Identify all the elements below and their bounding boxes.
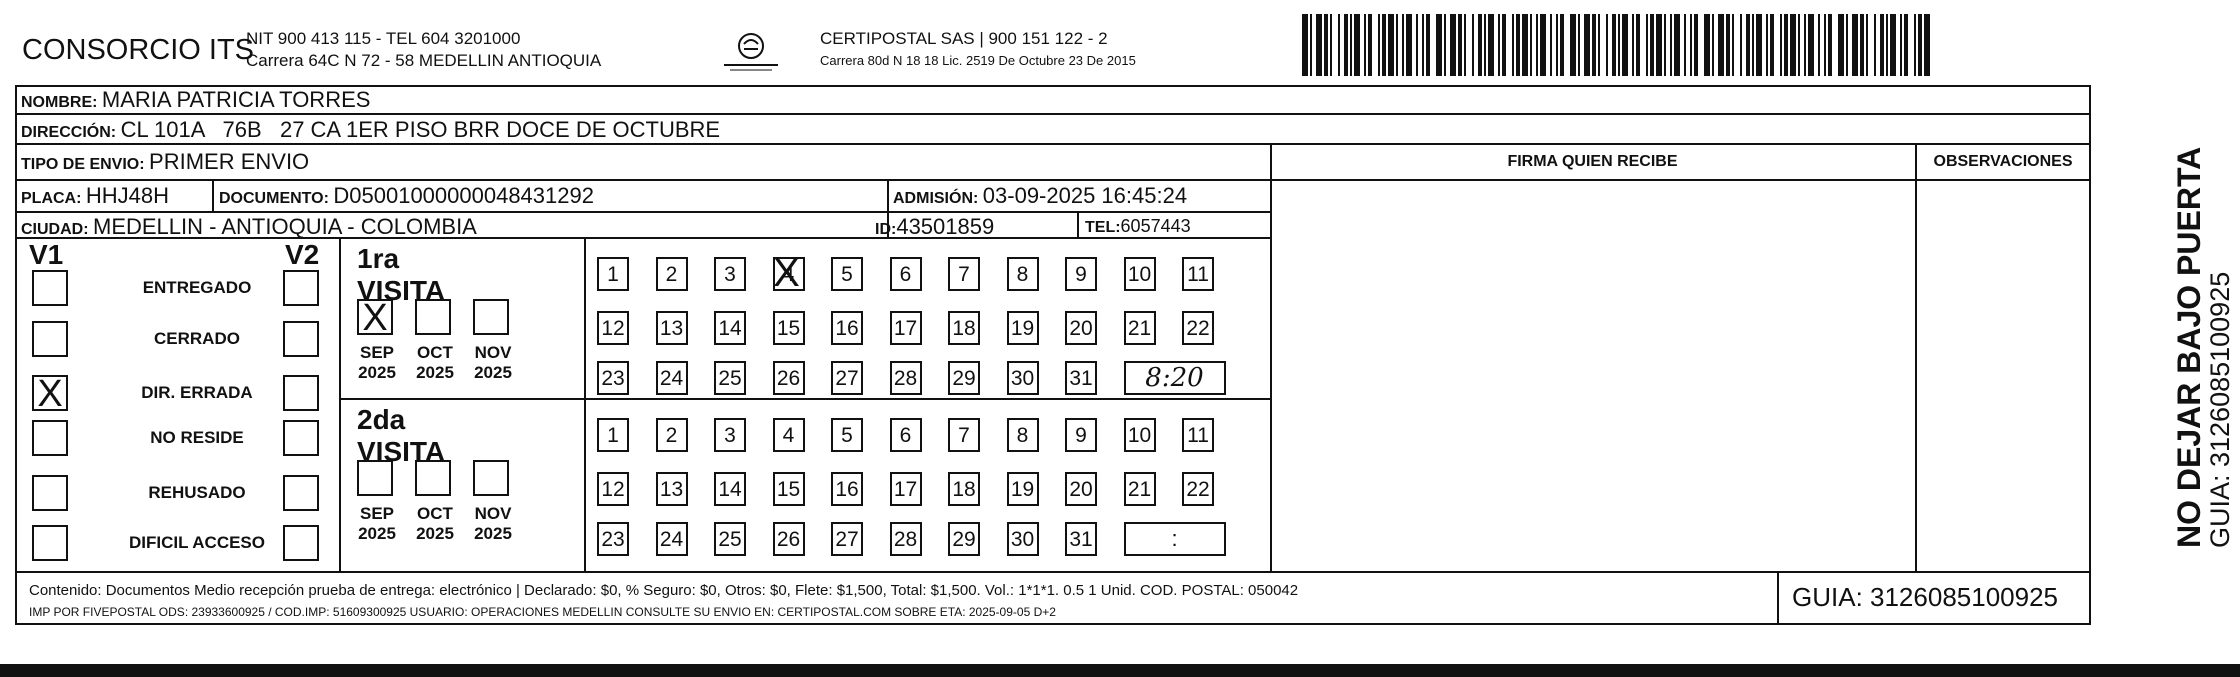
- month-name: [351, 343, 403, 383]
- day-box[interactable]: 10: [1124, 257, 1156, 291]
- day-box[interactable]: 2: [656, 418, 688, 452]
- delivery-form: [15, 85, 2091, 625]
- v2-checkbox[interactable]: [283, 475, 319, 511]
- month-name: [409, 504, 461, 544]
- day-box[interactable]: 6: [890, 257, 922, 291]
- send-type-row: [21, 149, 309, 175]
- month-checkbox[interactable]: [357, 299, 397, 382]
- city-cell: [21, 214, 477, 240]
- day-box[interactable]: 15: [773, 472, 805, 506]
- day-box[interactable]: 13: [656, 472, 688, 506]
- plate-cell: [21, 183, 169, 209]
- status-label: CERRADO: [154, 329, 240, 348]
- year-label: 2025: [416, 363, 454, 382]
- day-box[interactable]: 14: [714, 311, 746, 345]
- day-box[interactable]: 5: [831, 418, 863, 452]
- v1-checkbox[interactable]: [32, 270, 68, 306]
- v1-checkbox[interactable]: [32, 525, 68, 561]
- footer-content: Contenido: Documentos Medio recepción prueba de entrega: electrónico | Declarado: $0, % Seguro: $0, Otros: $0, Flete: $1,500, Total: $1,500. Vol.: 1*1*1. 0.5 1 Unid. COD. POSTAL: 050042: [29, 582, 1299, 599]
- day-box[interactable]: 22: [1182, 472, 1214, 506]
- month-label: SEP: [359, 343, 395, 362]
- company-name: CONSORCIO ITS: [22, 34, 255, 66]
- day-box[interactable]: 17: [890, 472, 922, 506]
- day-box[interactable]: 16: [831, 311, 863, 345]
- day-box[interactable]: 9: [1065, 257, 1097, 291]
- day-box[interactable]: 10: [1124, 418, 1156, 452]
- month-box: [473, 460, 509, 496]
- day-box[interactable]: 28: [890, 522, 922, 556]
- day-box[interactable]: 13: [656, 311, 688, 345]
- v1-checkbox[interactable]: [32, 321, 68, 357]
- company-address: Carrera 64C N 72 - 58 MEDELLIN ANTIOQUIA: [246, 51, 602, 70]
- month-name: [351, 504, 403, 544]
- day-box[interactable]: 28: [890, 361, 922, 395]
- visit-title: 1ra VISITA: [357, 243, 446, 306]
- day-box[interactable]: 18: [948, 311, 980, 345]
- month-checkbox[interactable]: [473, 299, 513, 382]
- signature-header: FIRMA QUIEN RECIBE: [1507, 153, 1678, 170]
- side-guia: GUIA: 3126085100925: [2205, 271, 2235, 548]
- send-type: PRIMER ENVIO: [149, 149, 310, 174]
- day-box[interactable]: 1: [597, 257, 629, 291]
- day-box[interactable]: 22: [1182, 311, 1214, 345]
- v1-checkbox[interactable]: [32, 475, 68, 511]
- day-box[interactable]: 30: [1007, 522, 1039, 556]
- day-box[interactable]: 26: [773, 522, 805, 556]
- day-box[interactable]: 12: [597, 472, 629, 506]
- visit-title: 2da VISITA: [357, 404, 446, 467]
- day-box[interactable]: 7: [948, 418, 980, 452]
- admission-cell: [893, 183, 1187, 209]
- day-box[interactable]: 3: [714, 257, 746, 291]
- status-label: NO RESIDE: [150, 428, 244, 447]
- day-box[interactable]: 1: [597, 418, 629, 452]
- year-label: 2025: [474, 363, 512, 382]
- day-box[interactable]: 21: [1124, 311, 1156, 345]
- day-box[interactable]: 27: [831, 522, 863, 556]
- day-box[interactable]: 29: [948, 361, 980, 395]
- day-box[interactable]: 25: [714, 361, 746, 395]
- month-box: [473, 299, 509, 335]
- name-label: NOMBRE:: [21, 94, 98, 111]
- month-label: NOV: [474, 504, 512, 523]
- city-value: MEDELLIN - ANTIOQUIA - COLOMBIA: [93, 214, 477, 239]
- day-box[interactable]: 11: [1182, 257, 1214, 291]
- day-box[interactable]: 24: [656, 522, 688, 556]
- day-box[interactable]: 25: [714, 522, 746, 556]
- month-label: SEP: [359, 504, 395, 523]
- day-box[interactable]: 23: [597, 361, 629, 395]
- status-label: DIFICIL ACCESO: [128, 533, 265, 552]
- id-value: 43501859: [896, 214, 995, 239]
- id-cell: [875, 214, 994, 240]
- day-box[interactable]: 20: [1065, 311, 1097, 345]
- day-box[interactable]: 26: [773, 361, 805, 395]
- observations-header: OBSERVACIONES: [1933, 153, 2073, 170]
- company-nit-phone: NIT 900 413 115 - TEL 604 3201000: [246, 29, 521, 48]
- day-box[interactable]: 19: [1007, 311, 1039, 345]
- month-name: [467, 343, 519, 383]
- barcode: [1300, 14, 1930, 76]
- plate-value: HHJ48H: [85, 183, 170, 208]
- status-label: ENTREGADO: [142, 278, 252, 297]
- day-box[interactable]: 5: [831, 257, 863, 291]
- recipient-name: MARIA PATRICIA TORRES: [101, 87, 371, 112]
- month-name: [409, 343, 461, 383]
- city-label: CIUDAD:: [21, 221, 89, 238]
- day-box[interactable]: 7: [948, 257, 980, 291]
- company-info: [246, 28, 601, 72]
- month-label: OCT: [417, 504, 453, 523]
- v1-checkbox[interactable]: [32, 375, 68, 411]
- year-label: 2025: [474, 524, 512, 543]
- month-label: NOV: [474, 343, 512, 362]
- month-name: [467, 504, 519, 544]
- day-box[interactable]: 18: [948, 472, 980, 506]
- name-row: [21, 87, 370, 113]
- address-label: DIRECCIÓN:: [21, 124, 117, 141]
- status-label: DIR. ERRADA: [141, 383, 253, 402]
- day-box[interactable]: 23: [597, 522, 629, 556]
- v2-checkbox[interactable]: [283, 375, 319, 411]
- day-box[interactable]: 17: [890, 311, 922, 345]
- side-warning: NO DEJAR BAJO PUERTA: [2171, 146, 2207, 548]
- courier-name-nit: CERTIPOSTAL SAS | 900 151 122 - 2: [820, 29, 1108, 48]
- day-box[interactable]: 21: [1124, 472, 1156, 506]
- tel-cell: [1085, 216, 1191, 237]
- recipient-address: CL 101A 76B 27 CA 1ER PISO BRR DOCE DE OCTUBRE: [120, 117, 721, 142]
- day-box[interactable]: 31: [1065, 522, 1097, 556]
- day-box[interactable]: 16: [831, 472, 863, 506]
- year-label: 2025: [416, 524, 454, 543]
- v2-checkbox[interactable]: [283, 321, 319, 357]
- plate-label: PLACA:: [21, 190, 82, 207]
- status-label: REHUSADO: [148, 483, 246, 502]
- v2-checkbox[interactable]: [283, 525, 319, 561]
- v2-checkbox[interactable]: [283, 270, 319, 306]
- v2-header: V2: [285, 239, 320, 270]
- document-cell: [219, 183, 594, 209]
- send-type-label: TIPO DE ENVIO:: [21, 156, 145, 173]
- month-label: OCT: [417, 343, 453, 362]
- day-box[interactable]: 15: [773, 311, 805, 345]
- month-box: [357, 460, 393, 496]
- day-box[interactable]: 12: [597, 311, 629, 345]
- day-box[interactable]: 30: [1007, 361, 1039, 395]
- day-box[interactable]: 19: [1007, 472, 1039, 506]
- courier-logo: [716, 32, 786, 76]
- admission-label: ADMISIÓN:: [893, 190, 979, 207]
- day-box[interactable]: 29: [948, 522, 980, 556]
- day-box[interactable]: 24: [656, 361, 688, 395]
- address-row: [21, 117, 720, 143]
- day-box[interactable]: 8: [1007, 418, 1039, 452]
- day-box[interactable]: 20: [1065, 472, 1097, 506]
- visit-time[interactable]: 8:20: [1124, 361, 1226, 395]
- v2-checkbox[interactable]: [283, 420, 319, 456]
- v1-checkbox[interactable]: [32, 420, 68, 456]
- courier-address: Carrera 80d N 18 18 Lic. 2519 De Octubre 23 De 2015: [820, 53, 1136, 68]
- day-box[interactable]: 2: [656, 257, 688, 291]
- admission-value: 03-09-2025 16:45:24: [982, 183, 1188, 208]
- visit-time[interactable]: :: [1124, 522, 1226, 556]
- day-box[interactable]: 4 X: [773, 257, 805, 291]
- month-checkbox[interactable]: [415, 299, 455, 382]
- day-box[interactable]: 3: [714, 418, 746, 452]
- day-box[interactable]: 6: [890, 418, 922, 452]
- day-box[interactable]: 11: [1182, 418, 1214, 452]
- day-box[interactable]: 9: [1065, 418, 1097, 452]
- v1-header: V1: [29, 239, 64, 270]
- id-label: ID:: [875, 221, 897, 238]
- month-box: [415, 460, 451, 496]
- day-box[interactable]: 27: [831, 361, 863, 395]
- month-checkbox[interactable]: [473, 460, 513, 543]
- courier-info: [820, 28, 1136, 72]
- day-box[interactable]: 8: [1007, 257, 1039, 291]
- signature-area[interactable]: [1272, 181, 1913, 569]
- bottom-edge-bar: [0, 664, 2240, 677]
- month-box: [357, 299, 393, 335]
- document-value: D05001000000048431292: [333, 183, 594, 208]
- guia-number: GUIA: 3126085100925: [1792, 582, 2058, 612]
- year-label: 2025: [358, 363, 396, 382]
- observations-area[interactable]: [1917, 181, 2089, 569]
- day-box[interactable]: 14: [714, 472, 746, 506]
- document-label: DOCUMENTO:: [219, 190, 329, 207]
- tel-value: 6057443: [1120, 216, 1191, 236]
- day-box[interactable]: 4: [773, 418, 805, 452]
- year-label: 2025: [358, 524, 396, 543]
- tel-label: TEL:: [1085, 219, 1121, 236]
- month-checkbox[interactable]: [357, 460, 397, 543]
- day-box[interactable]: 31: [1065, 361, 1097, 395]
- side-note: [2172, 147, 2234, 548]
- month-box: [415, 299, 451, 335]
- month-checkbox[interactable]: [415, 460, 455, 543]
- footer-imp: IMP POR FIVEPOSTAL ODS: 23933600925 / COD.IMP: 51609300925 USUARIO: OPERACIONES MEDELLIN CONSULTE SU ENVIO EN: CERTIPOSTAL.COM SOBRE ETA: 2025-09-05 D+2: [29, 605, 1056, 619]
